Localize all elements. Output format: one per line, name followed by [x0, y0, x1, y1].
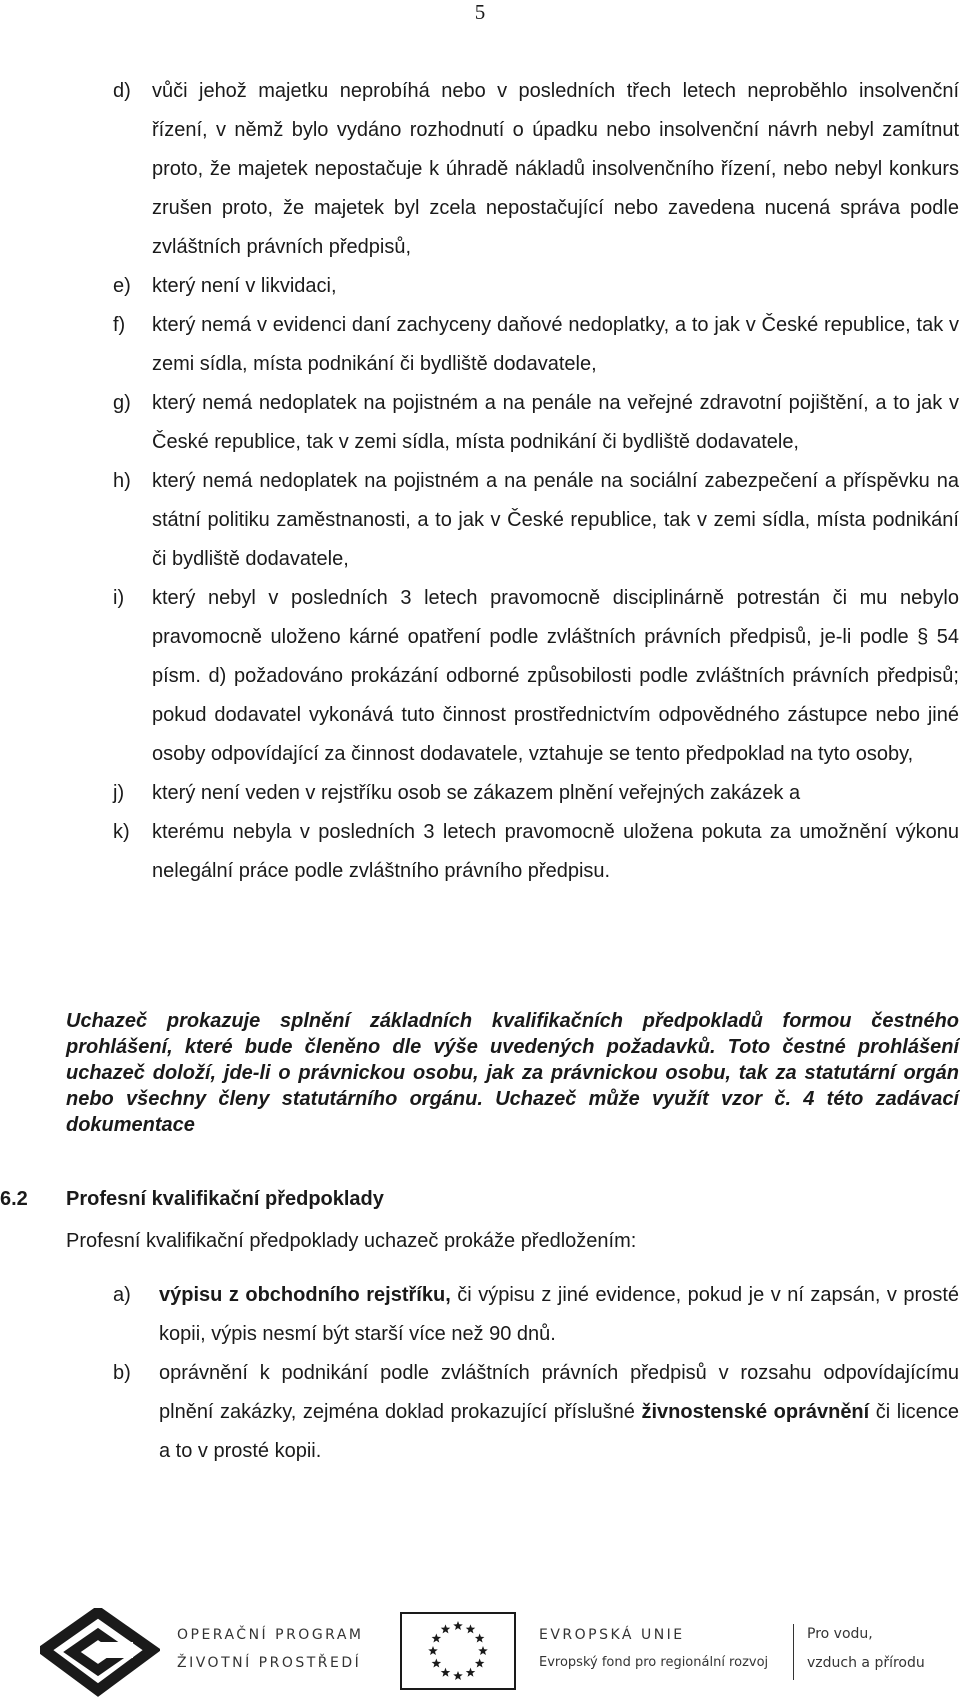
list-item-text: který nebyl v posledních 3 letech pravomocně disciplinárně potrestán či mu nebylo pravomocně uloženo kárné opatření podle zvláštních právních předpisů, je-li podle § 54 písm. d) požadováno prokázání odborné způsobilosti podle zvláštních právních předpisů; pokud dodavatel vykonává tuto činnost prostřednictvím odpovědného zástupce nebo jiné osoby odpovídající za činnost dodavatele, vztahuje se tento předpoklad na tyto osoby, [152, 587, 959, 765]
section-intro: Profesní kvalifikační předpoklady uchazeč prokáže předložením: [66, 1230, 637, 1252]
list-item-text: oprávnění k podnikání podle zvláštních právních předpisů v rozsahu odpovídajícímu plnění zakázky, zejména doklad prokazující příslušné [159, 1362, 959, 1423]
section-heading [0, 1188, 384, 1211]
op-zp-logo-icon [40, 1608, 160, 1698]
list-item-text: který nemá nedoplatek na pojistném a na penále na sociální zabezpečení a příspěvku na státní politiku zaměstnanosti, a to jak v České republice, tak v zemi sídla, místa podnikání či bydliště dodavatele, [152, 470, 959, 570]
list-marker: b) [113, 1362, 131, 1384]
qualification-list [113, 72, 959, 891]
list-item-b [113, 1354, 959, 1471]
list-item-text: vůči jehož majetku neprobíhá nebo v posledních třech letech neproběhlo insolvenční řízení, v němž bylo vydáno rozhodnutí o úpadku nebo insolvenční návrh nebyl zamítnut proto, že majetek nepostačuje k úhradě nákladů insolvenčního řízení, nebo nebyl konkurs zrušen proto, že majetek byl zcela nepostačující nebo zavedena nucená správa podle zvláštních právních předpisů, [152, 80, 959, 258]
bold-term: výpisu z obchodního rejstříku, [159, 1284, 451, 1306]
list-marker: k) [113, 821, 130, 843]
footer-op-line2: ŽIVOTNÍ PROSTŘEDÍ [177, 1655, 362, 1671]
section-title: Profesní kvalifikační předpoklady [66, 1188, 384, 1210]
page-number: 5 [474, 0, 486, 24]
list-item-text: který není v likvidaci, [152, 275, 337, 297]
footer-op-line1: OPERAČNÍ PROGRAM [177, 1627, 364, 1643]
footer-divider [793, 1624, 794, 1680]
list-item-f [113, 306, 959, 384]
list-item-h [113, 462, 959, 579]
footer-logos [0, 1600, 960, 1699]
list-item-text: který nemá v evidenci daní zachyceny daňové nedoplatky, a to jak v České republice, tak v zemi sídla, místa podnikání či bydliště dodavatele, [152, 314, 959, 375]
list-item-g [113, 384, 959, 462]
list-item-k [113, 813, 959, 891]
professional-list [113, 1276, 959, 1471]
footer-eu-line2: Evropský fond pro regionální rozvoj [539, 1655, 769, 1670]
list-marker: d) [113, 80, 131, 102]
list-marker: f) [113, 314, 126, 336]
section-number: 6.2 [0, 1188, 28, 1210]
footer-eu-line1: EVROPSKÁ UNIE [539, 1627, 685, 1643]
list-item-text: či výpisu z jiné evidence, pokud je v ní zapsán, v prosté kopii, výpis nesmí být starší více než 90 dnů. [159, 1284, 959, 1345]
footer-motto-line2: vzduch a přírodu [807, 1655, 925, 1671]
list-marker: g) [113, 392, 131, 414]
eu-stars-flag-icon [400, 1612, 516, 1690]
list-item-j [113, 774, 959, 813]
list-item-i [113, 579, 959, 774]
footer-motto-line1: Pro vodu, [807, 1626, 873, 1642]
list-marker: e) [113, 275, 131, 297]
list-item-text: kterému nebyla v posledních 3 letech pravomocně uložena pokuta za umožnění výkonu nelegální práce podle zvláštního právního předpisu. [152, 821, 959, 882]
list-marker: a) [113, 1284, 131, 1306]
list-marker: i) [113, 587, 125, 609]
list-item-text: který nemá nedoplatek na pojistném a na penále na veřejné zdravotní pojištění, a to jak v České republice, tak v zemi sídla, místa podnikání či bydliště dodavatele, [152, 392, 959, 453]
list-item-d [113, 72, 959, 267]
list-marker: j) [113, 782, 125, 804]
bold-term: živnostenské oprávnění [641, 1401, 870, 1423]
list-item-a [113, 1276, 959, 1354]
list-item-text-end: či licence a to v prosté kopii. [159, 1401, 960, 1462]
list-item-text: který není veden v rejstříku osob se zákazem plnění veřejných zakázek a [152, 782, 801, 804]
list-marker: h) [113, 470, 131, 492]
list-item-e [113, 267, 959, 306]
declaration-note: Uchazeč prokazuje splnění základních kvalifikačních předpokladů formou čestného prohlášení, které bude členěno dle výše uvedených požadavků. Toto čestné prohlášení uchazeč doloží, jde-li o právnickou osobu, jak za právnickou osobu, tak za statutární orgán nebo všechny členy statutárního orgánu. Uchazeč může využít vzor č. 4 této zadávací dokumentace [66, 1010, 959, 1136]
